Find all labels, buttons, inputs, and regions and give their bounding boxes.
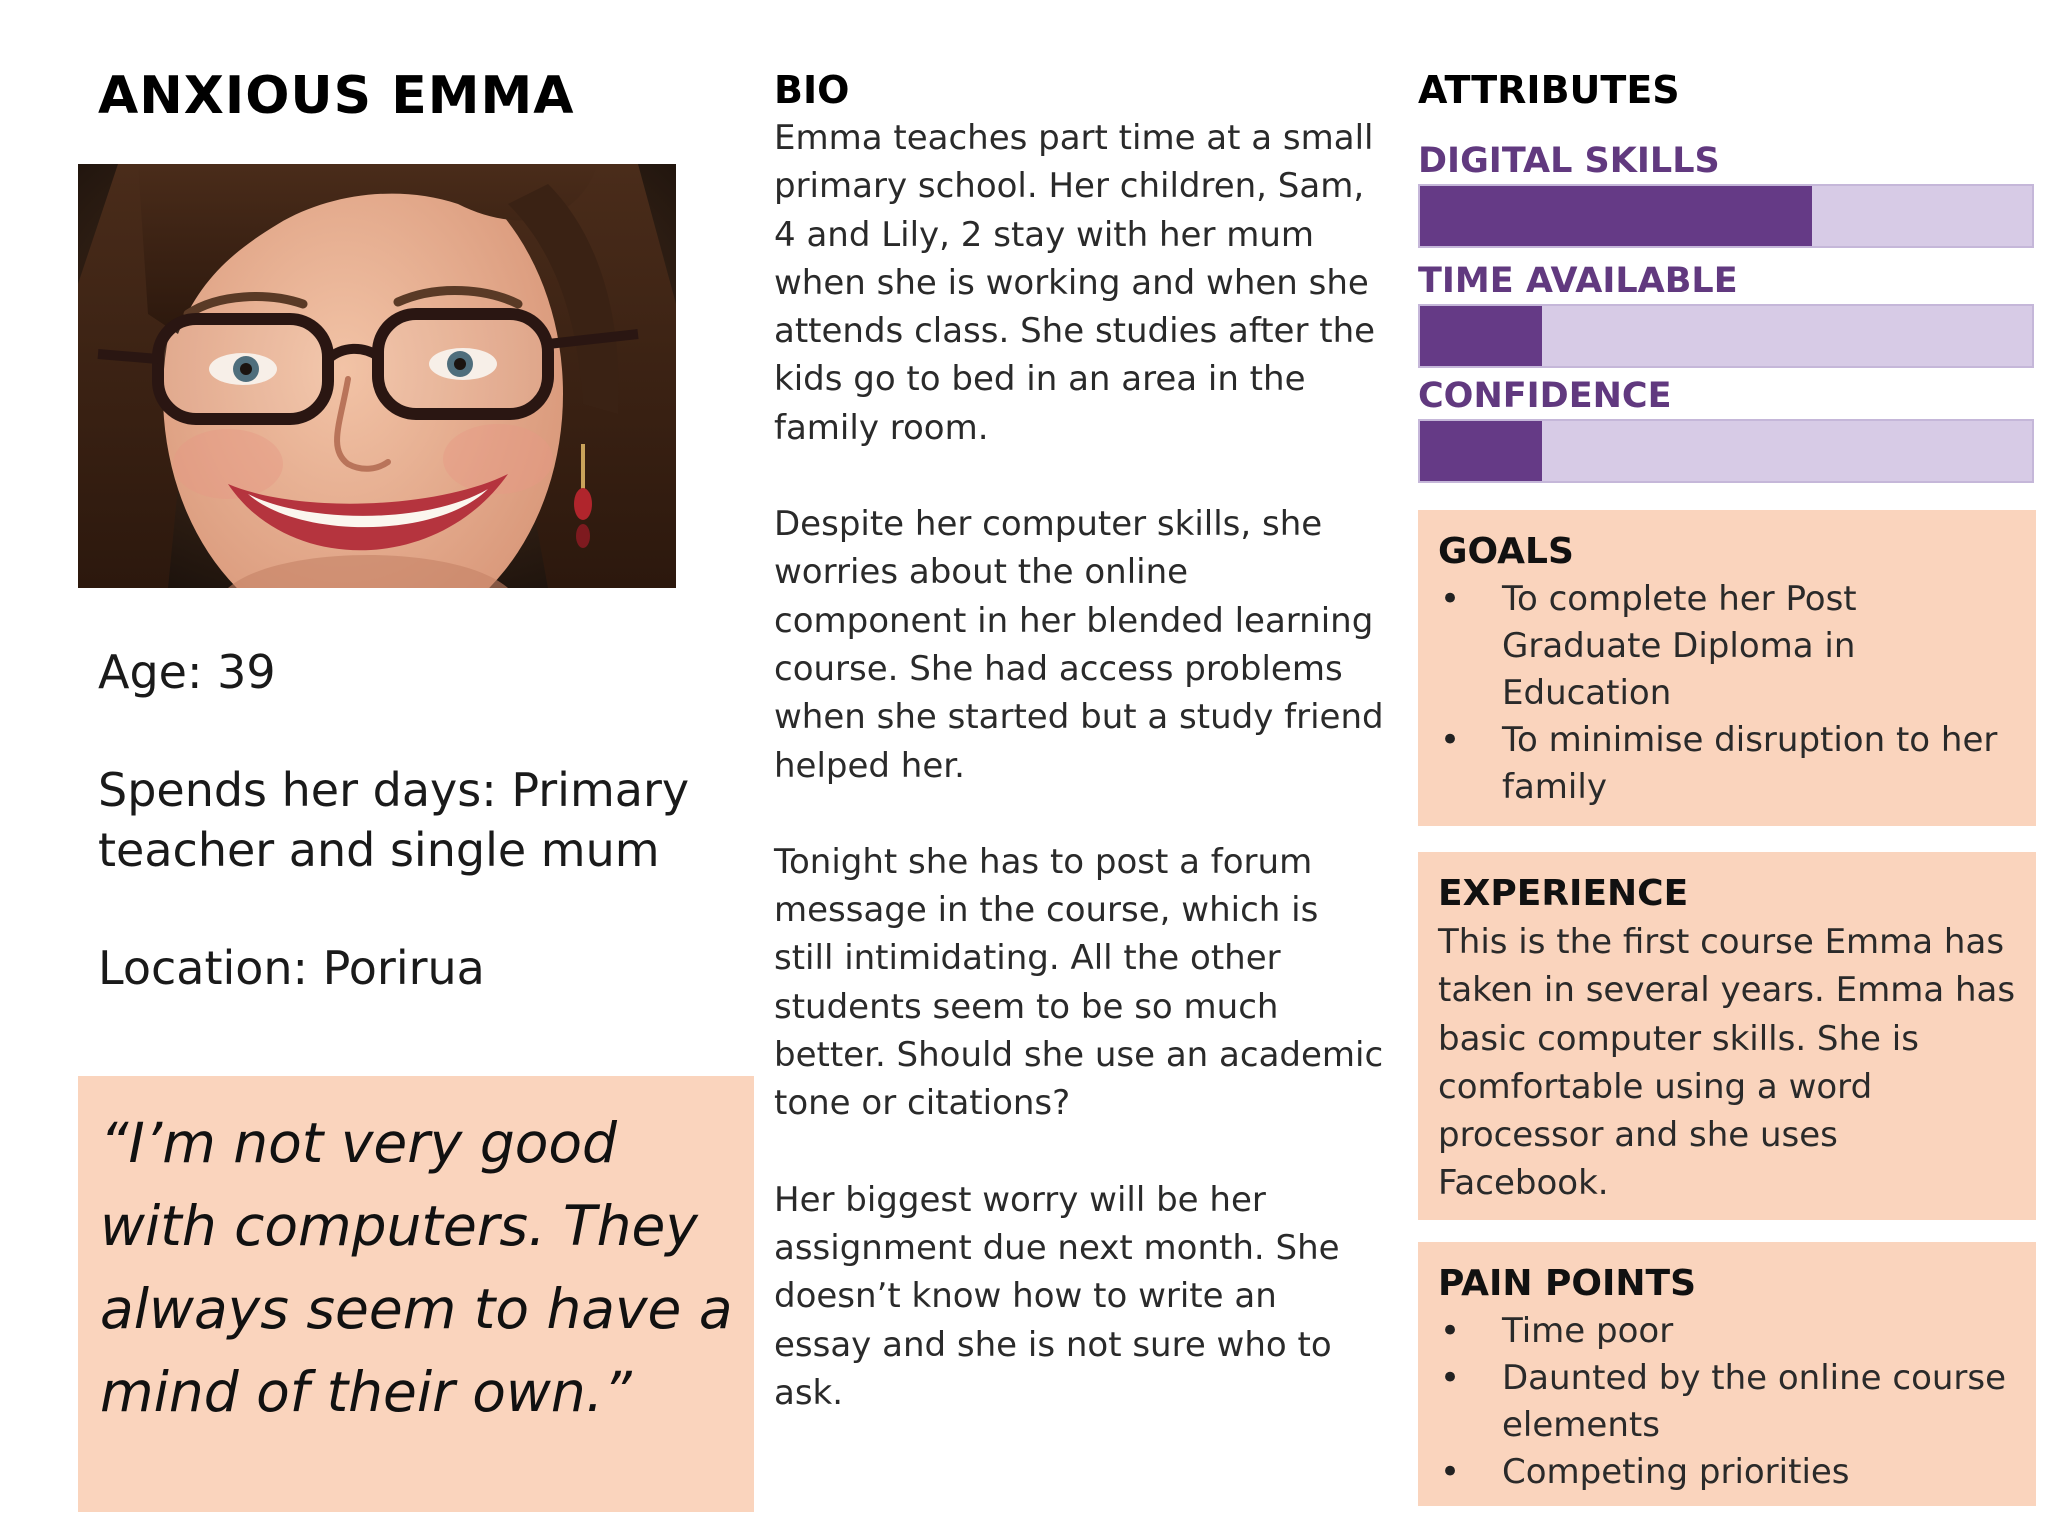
attribute-label: TIME AVAILABLE — [1418, 261, 1738, 301]
pain-point-item — [1438, 1355, 2016, 1449]
persona-quote: “I’m not very good with computers. They always seem to have a mind of their own.” — [100, 1111, 733, 1424]
pain-point-item — [1438, 1308, 2016, 1355]
attribute-digital-skills — [1418, 138, 2036, 248]
persona-quote-box — [78, 1076, 754, 1512]
bio-paragraph: Tonight she has to post a forum message in the course, which is still intimidating. All the other students seem to be so much better. Should she use an academic tone or citations? — [774, 841, 1384, 1124]
attribute-bar-track — [1418, 419, 2034, 483]
attributes-heading: ATTRIBUTES — [1418, 68, 1680, 112]
persona-details — [98, 642, 738, 1056]
persona-name: ANXIOUS EMMA — [98, 66, 575, 126]
portrait-illustration — [78, 164, 676, 588]
goals-item — [1438, 717, 2016, 811]
persona-location: Location: Porirua — [98, 941, 485, 995]
pain-point-text: Daunted by the online course elements — [1502, 1358, 2007, 1445]
goals-card — [1418, 510, 2036, 826]
attribute-bar-track — [1418, 304, 2034, 368]
bullet-icon: • — [1440, 579, 1461, 619]
persona-occupation: Spends her days: Primary teacher and single mum — [98, 763, 690, 877]
goals-item — [1438, 576, 2016, 717]
bio-paragraph: Despite her computer skills, she worries about the online component in her blended learning course. She had access problems when she started but a study friend helped her. — [774, 504, 1384, 786]
attribute-bar-fill — [1420, 421, 1542, 481]
bullet-icon: • — [1440, 720, 1461, 760]
attribute-bar-fill — [1420, 186, 1812, 246]
bullet-icon: • — [1440, 1311, 1461, 1351]
attribute-label: CONFIDENCE — [1418, 376, 1672, 416]
goals-list — [1438, 576, 2016, 811]
goals-title: GOALS — [1438, 531, 1574, 572]
bullet-icon: • — [1440, 1452, 1461, 1492]
experience-card — [1418, 852, 2036, 1220]
bio-paragraph: Emma teaches part time at a small primary school. Her children, Sam, 4 and Lily, 2 stay with her mum when she is working and when she attends class. She studies after the kids go to bed in an area in the family room. — [774, 118, 1376, 448]
pain-points-list — [1438, 1308, 2016, 1496]
bullet-icon: • — [1440, 1358, 1461, 1398]
attribute-bar-fill — [1420, 306, 1542, 366]
attribute-label: DIGITAL SKILLS — [1418, 141, 1720, 181]
bio-body — [774, 114, 1384, 1417]
persona-profile — [78, 62, 754, 1512]
pain-point-text: Competing priorities — [1502, 1452, 1850, 1492]
pain-point-item — [1438, 1449, 2016, 1496]
persona-photo — [78, 164, 676, 588]
pain-points-card — [1418, 1242, 2036, 1506]
bio-paragraph: Her biggest worry will be her assignment due next month. She doesn’t know how to write an essay and she is not sure who to ask. — [774, 1179, 1340, 1413]
bio-heading: BIO — [774, 68, 850, 112]
pain-points-title: PAIN POINTS — [1438, 1263, 1696, 1304]
persona-age: Age: 39 — [98, 645, 276, 699]
bio-section — [774, 66, 1384, 1486]
experience-text: This is the first course Emma has taken in several years. Emma has basic computer skills. She is comfortable using a word processor and she uses Facebook. — [1438, 922, 2016, 1204]
attribute-time-available — [1418, 258, 2036, 368]
pain-point-text: Time poor — [1502, 1311, 1674, 1351]
goals-item-text: To complete her Post Graduate Diploma in Education — [1502, 579, 1857, 713]
attribute-bar-track — [1418, 184, 2034, 248]
attributes-section — [1418, 66, 2036, 1506]
goals-item-text: To minimise disruption to her family — [1502, 720, 1998, 807]
experience-title: EXPERIENCE — [1438, 873, 1689, 914]
attribute-confidence — [1418, 373, 2036, 483]
